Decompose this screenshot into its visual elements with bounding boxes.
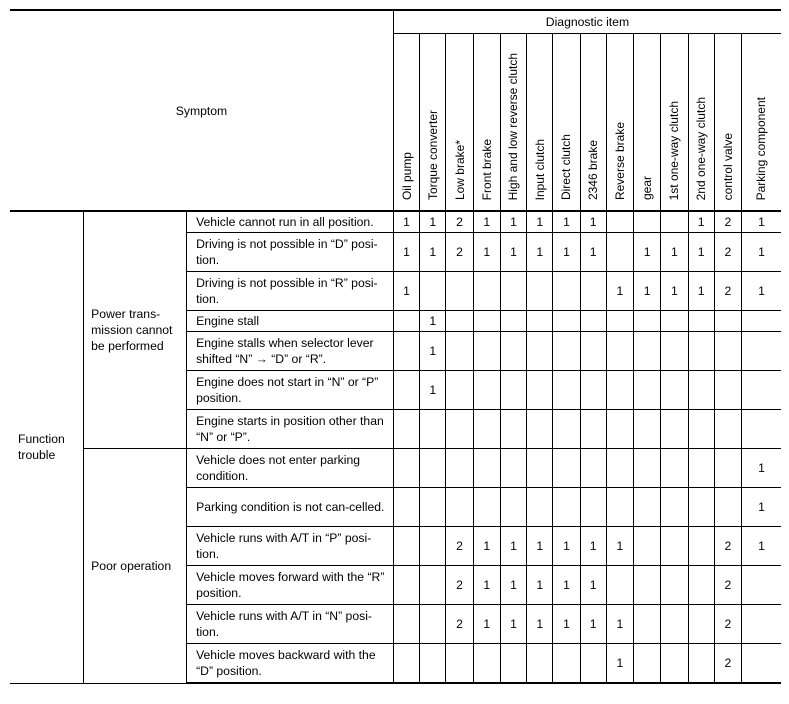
value-cell [741, 644, 781, 684]
value-cell: 1 [393, 233, 419, 272]
value-cell: 1 [580, 605, 606, 644]
value-cell [714, 332, 741, 371]
category-label: Function trouble [18, 432, 65, 463]
value-cell: 2 [446, 211, 473, 233]
value-cell [661, 488, 688, 527]
value-cell: 1 [661, 233, 688, 272]
symptom-cell: Engine stalls when selector lever shifted “N” → “D” or “R”. [187, 332, 394, 371]
value-cell [473, 371, 500, 410]
value-cell [500, 371, 526, 410]
value-cell: 1 [580, 566, 606, 605]
value-cell [741, 371, 781, 410]
value-cell: 1 [473, 566, 500, 605]
value-cell [473, 272, 500, 311]
value-cell [527, 272, 553, 311]
value-cell [500, 410, 526, 449]
symptom-cell: Driving is not possible in “D” posi-tion. [187, 233, 394, 272]
column-header [606, 34, 633, 212]
symptom-group-label: Poor operation [91, 558, 172, 573]
column-header [741, 34, 781, 212]
value-cell: 1 [553, 527, 580, 566]
value-cell: 1 [473, 233, 500, 272]
column-header [500, 34, 526, 212]
value-cell [473, 332, 500, 371]
value-cell [580, 371, 606, 410]
value-cell [714, 449, 741, 488]
value-cell [661, 332, 688, 371]
value-cell [634, 311, 661, 332]
value-cell: 1 [420, 332, 446, 371]
value-cell [580, 644, 606, 684]
value-cell [393, 644, 419, 684]
value-cell [420, 527, 446, 566]
column-header-label: control valve [720, 132, 735, 200]
value-cell: 1 [634, 233, 661, 272]
symptom-cell: Vehicle moves backward with the “D” position. [187, 644, 394, 684]
value-cell: 1 [500, 605, 526, 644]
value-cell: 1 [606, 272, 633, 311]
value-cell [446, 410, 473, 449]
table-row [10, 211, 781, 233]
value-cell [634, 566, 661, 605]
value-cell [393, 527, 419, 566]
value-cell: 2 [714, 527, 741, 566]
value-cell [473, 449, 500, 488]
value-cell: 1 [473, 211, 500, 233]
value-cell [446, 644, 473, 684]
value-cell [634, 527, 661, 566]
value-cell: 2 [714, 211, 741, 233]
value-cell [580, 272, 606, 311]
value-cell: 1 [500, 233, 526, 272]
symptom-header: Symptom [10, 10, 393, 211]
value-cell [688, 332, 714, 371]
symptom-cell: Driving is not possible in “R” posi-tion. [187, 272, 394, 311]
value-cell [553, 371, 580, 410]
symptom-cell: Vehicle runs with A/T in “P” posi-tion. [187, 527, 394, 566]
value-cell [553, 488, 580, 527]
column-header [527, 34, 553, 212]
value-cell: 2 [446, 566, 473, 605]
value-cell: 1 [606, 605, 633, 644]
column-header-label: Reverse brake [612, 121, 627, 200]
column-header [714, 34, 741, 212]
value-cell: 2 [714, 272, 741, 311]
value-cell: 1 [580, 527, 606, 566]
value-cell: 1 [688, 272, 714, 311]
value-cell: 1 [500, 527, 526, 566]
column-header [661, 34, 688, 212]
value-cell: 1 [606, 527, 633, 566]
value-cell [606, 233, 633, 272]
symptom-cell: Parking condition is not can-celled. [187, 488, 394, 527]
column-header-label: High and low reverse clutch [506, 52, 521, 200]
column-header-label: 2346 brake [586, 139, 601, 200]
value-cell [688, 566, 714, 605]
value-cell [393, 371, 419, 410]
column-header [553, 34, 580, 212]
value-cell [634, 211, 661, 233]
value-cell [661, 566, 688, 605]
value-cell [741, 605, 781, 644]
value-cell [553, 644, 580, 684]
value-cell [393, 410, 419, 449]
value-cell [420, 566, 446, 605]
value-cell [661, 449, 688, 488]
value-cell: 1 [688, 211, 714, 233]
value-cell [580, 449, 606, 488]
value-cell [634, 332, 661, 371]
diagnostic-item-header: Diagnostic item [393, 10, 781, 34]
value-cell [393, 488, 419, 527]
value-cell [634, 605, 661, 644]
value-cell [473, 488, 500, 527]
value-cell [634, 644, 661, 684]
value-cell: 1 [553, 605, 580, 644]
value-cell [527, 371, 553, 410]
value-cell [606, 211, 633, 233]
value-cell [606, 488, 633, 527]
value-cell: 2 [714, 605, 741, 644]
value-cell [661, 605, 688, 644]
value-cell: 1 [393, 272, 419, 311]
value-cell: 2 [446, 605, 473, 644]
value-cell [527, 332, 553, 371]
symptom-cell: Engine starts in position other than “N” or “P”. [187, 410, 394, 449]
value-cell [553, 410, 580, 449]
symptom-cell: Vehicle runs with A/T in “N” posi-tion. [187, 605, 394, 644]
value-cell: 2 [446, 233, 473, 272]
column-header [420, 34, 446, 212]
value-cell [714, 410, 741, 449]
value-cell [606, 332, 633, 371]
column-header-label: Front brake [479, 138, 494, 200]
value-cell: 1 [741, 527, 781, 566]
column-header-label: 1st one-way clutch [667, 100, 682, 200]
diagnostic-table [10, 9, 781, 684]
value-cell [446, 311, 473, 332]
value-cell [420, 605, 446, 644]
column-header [473, 34, 500, 212]
symptom-cell: Vehicle does not enter parking condition. [187, 449, 394, 488]
symptom-cell: Vehicle cannot run in all position. [187, 211, 394, 233]
value-cell [661, 211, 688, 233]
table-body [10, 10, 781, 683]
value-cell [634, 371, 661, 410]
value-cell: 1 [553, 233, 580, 272]
column-header-label: Input clutch [532, 138, 547, 200]
value-cell [500, 488, 526, 527]
value-cell [500, 272, 526, 311]
value-cell [741, 311, 781, 332]
value-cell [446, 488, 473, 527]
value-cell: 1 [527, 605, 553, 644]
value-cell [446, 272, 473, 311]
value-cell: 1 [473, 527, 500, 566]
value-cell: 1 [553, 211, 580, 233]
value-cell [688, 605, 714, 644]
value-cell [714, 311, 741, 332]
symptom-group-label: Power trans-mission cannot be performed [91, 307, 173, 353]
column-header [688, 34, 714, 212]
value-cell [393, 332, 419, 371]
value-cell [606, 410, 633, 449]
value-cell: 1 [688, 233, 714, 272]
value-cell [606, 311, 633, 332]
value-cell: 1 [580, 211, 606, 233]
value-cell [580, 410, 606, 449]
value-cell [688, 410, 714, 449]
value-cell [661, 311, 688, 332]
value-cell: 1 [741, 272, 781, 311]
value-cell: 2 [714, 566, 741, 605]
column-header [580, 34, 606, 212]
column-header-label: 2nd one-way clutch [694, 96, 709, 200]
value-cell [553, 311, 580, 332]
column-header-label: Low brake* [452, 139, 467, 200]
value-cell [553, 332, 580, 371]
column-header [393, 34, 419, 212]
value-cell: 1 [580, 233, 606, 272]
value-cell [634, 410, 661, 449]
value-cell: 1 [527, 211, 553, 233]
column-header-label: gear [640, 175, 655, 200]
value-cell [393, 449, 419, 488]
value-cell [473, 644, 500, 684]
value-cell: 1 [741, 233, 781, 272]
value-cell [393, 566, 419, 605]
value-cell: 1 [420, 371, 446, 410]
symptom-cell: Vehicle moves forward with the “R” position. [187, 566, 394, 605]
value-cell [688, 311, 714, 332]
table-row [10, 449, 781, 488]
value-cell: 1 [500, 566, 526, 605]
value-cell [527, 410, 553, 449]
value-cell [420, 272, 446, 311]
value-cell [527, 311, 553, 332]
value-cell [500, 332, 526, 371]
column-header-label: Parking component [754, 96, 769, 200]
value-cell [527, 449, 553, 488]
value-cell [688, 449, 714, 488]
value-cell: 1 [420, 233, 446, 272]
value-cell: 1 [420, 311, 446, 332]
value-cell [741, 410, 781, 449]
value-cell [446, 332, 473, 371]
value-cell [553, 272, 580, 311]
value-cell: 1 [527, 527, 553, 566]
value-cell: 1 [393, 211, 419, 233]
value-cell [420, 644, 446, 684]
value-cell [446, 449, 473, 488]
value-cell [661, 371, 688, 410]
value-cell [500, 311, 526, 332]
value-cell [553, 449, 580, 488]
value-cell: 1 [420, 211, 446, 233]
value-cell [580, 488, 606, 527]
value-cell: 1 [606, 644, 633, 684]
column-header-label: Direct clutch [559, 133, 574, 200]
symptom-group-cell [84, 211, 187, 449]
value-cell [527, 488, 553, 527]
value-cell [634, 488, 661, 527]
value-cell [688, 371, 714, 410]
value-cell [741, 332, 781, 371]
value-cell: 2 [446, 527, 473, 566]
value-cell [393, 311, 419, 332]
value-cell: 1 [741, 211, 781, 233]
value-cell [420, 449, 446, 488]
header-row-1 [10, 10, 781, 34]
value-cell [661, 644, 688, 684]
symptom-cell: Engine does not start in “N” or “P” position. [187, 371, 394, 410]
symptom-cell: Engine stall [187, 311, 394, 332]
value-cell [634, 449, 661, 488]
value-cell [606, 566, 633, 605]
value-cell [714, 371, 741, 410]
value-cell [688, 488, 714, 527]
value-cell [500, 644, 526, 684]
value-cell: 1 [553, 566, 580, 605]
value-cell [473, 410, 500, 449]
value-cell [661, 410, 688, 449]
symptom-group-cell [84, 449, 187, 684]
value-cell: 1 [473, 605, 500, 644]
value-cell: 1 [527, 233, 553, 272]
value-cell: 1 [634, 272, 661, 311]
value-cell [446, 371, 473, 410]
value-cell [741, 566, 781, 605]
value-cell: 1 [500, 211, 526, 233]
value-cell [527, 644, 553, 684]
value-cell: 2 [714, 644, 741, 684]
value-cell [420, 410, 446, 449]
value-cell [580, 311, 606, 332]
value-cell [688, 644, 714, 684]
value-cell [714, 488, 741, 527]
value-cell [420, 488, 446, 527]
column-header-label: Oil pump [399, 151, 414, 200]
value-cell [606, 371, 633, 410]
value-cell: 1 [741, 449, 781, 488]
value-cell: 2 [714, 233, 741, 272]
value-cell [688, 527, 714, 566]
value-cell [661, 527, 688, 566]
value-cell [500, 449, 526, 488]
column-header [634, 34, 661, 212]
column-header [446, 34, 473, 212]
value-cell [606, 449, 633, 488]
value-cell: 1 [741, 488, 781, 527]
value-cell [580, 332, 606, 371]
column-header-label: Torque converter [425, 109, 440, 200]
value-cell: 1 [527, 566, 553, 605]
value-cell [473, 311, 500, 332]
category-cell [10, 211, 84, 683]
value-cell: 1 [661, 272, 688, 311]
value-cell [393, 605, 419, 644]
